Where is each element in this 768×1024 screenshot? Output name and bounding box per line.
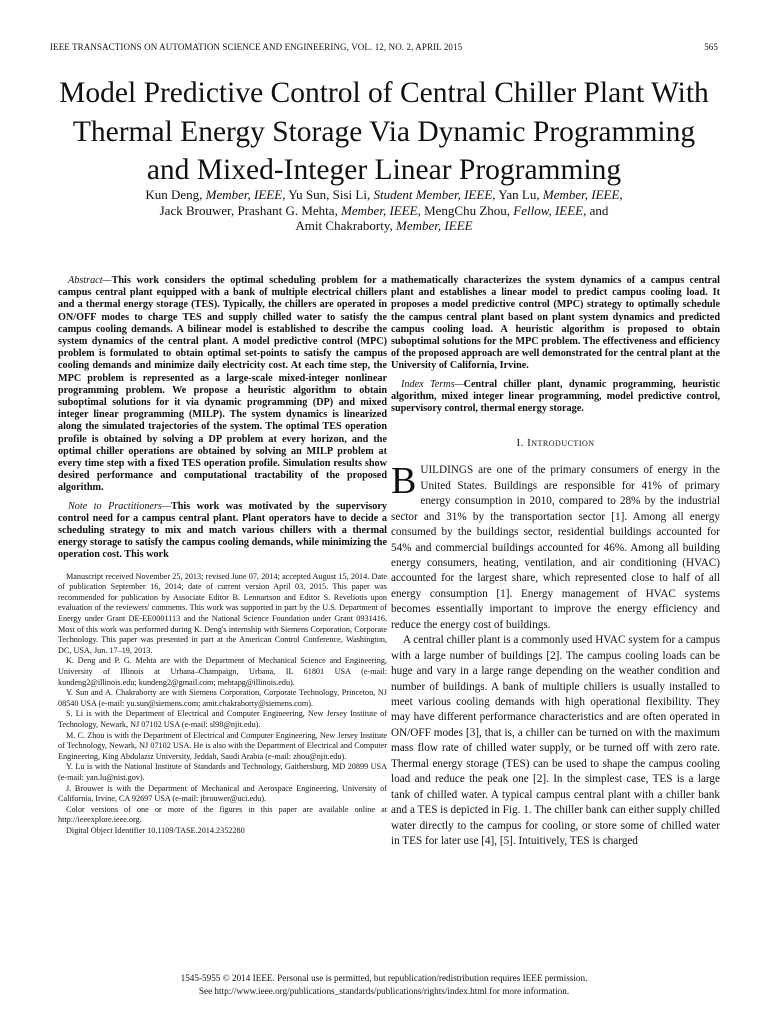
- author-affiliation: Member, IEEE: [341, 202, 418, 218]
- author-affiliation: Member, IEEE: [396, 218, 473, 234]
- author-name: Yu Sun: [288, 187, 327, 202]
- footnote: K. Deng and P. G. Mehta are with the Department of Mechanical Science and Engineering, University of Illinois at Urbana–Champaign, Urbana, IL 61801 USA (e-mail: kundeng2@illinois.edu; kundeng2@gmail.com; mehtapg@illinois.edu).: [58, 656, 387, 687]
- abstract-lead: Abstract—: [68, 275, 112, 286]
- abstract-text: This work considers the optimal scheduling problem for a campus central plant equipped with a bank of multiple electrical chillers and a thermal energy storage (TES). Typically, the chillers are operated in ON/OFF modes to charge TES and supply chilled water to satisfy the campus cooling demands. A bilinear model is established to describe the system dynamics of the central plant. A model predictive control (MPC) problem is formulated to obtain optimal set-points to satisfy the campus cooling demands and minimize daily electricity cost. At each time step, the MPC problem is represented as a large-scale mixed-integer nonlinear programming problem. We propose a heuristic algorithm to obtain suboptimal solutions for it via dynamic programming (DP) and mixed integer linear programming (MILP). The system dynamics is linearized along the simulated trajectories of the system. The optimal TES operation profile is obtained by solving a DP problem at every horizon, and the optimal chiller operations are obtained by solving an MILP problem at every time step with a fixed TES operation profile. Simulation results show desired performance and computational tractability of the proposed algorithm.: [58, 275, 387, 494]
- title-line-3: and Mixed-Integer Linear Programming: [146, 154, 622, 186]
- author-affiliation: Member, IEEE: [205, 187, 283, 202]
- note-text: This work was motivated by the supervisory control need for a campus central plant. Plant operators have to decide a scheduling strategy to mix and match various chillers with a thermal energy storage to satisfy the campus cooling demands, while minimizing the operation cost. This work: [58, 500, 387, 561]
- footnote: Y. Sun and A. Chakraborty are with Siemens Corporation, Corporate Technology, Princeton, NJ 08540 USA (e-mail: yu.sun@siemens.com; amit.chakraborty@siemens.com).: [58, 688, 387, 708]
- copyright-footer: [50, 972, 718, 997]
- footnote: J. Brouwer is with the Department of Mechanical and Aerospace Engineering, University of California, Irvine, CA 92697 USA (e-mail: jbrouwer@uci.edu).: [58, 783, 387, 804]
- footnote: Manuscript received November 25, 2013; revised June 07, 2014; accepted August 15, 2014. Date of publication September 16, 2014; date of current version April 03, 2015. This paper was recommended for publication by Associate Editor B. Lennartson and Editor S. Reveliotis upon evaluation of the reviewers' comments. This work was supported in part by the U.S. Department of Energy under Grant DE-EE0001113 and the National Science Foundation under Grant 0931416. Most of this work was performed during K. Deng's internship with Siemens Corporation, Corporate Technology. This paper was presented in part at the American Control Conference, Washington, DC, USA, Jun. 17–19, 2013.: [58, 571, 387, 655]
- page-number: 565: [704, 42, 718, 52]
- drop-cap: B: [391, 460, 417, 503]
- author-conjunction: and: [589, 202, 609, 218]
- footnote: Color versions of one or more of the figures in this paper are available online at http://ieeexplore.ieee.org.: [58, 804, 387, 825]
- note-lead: Note to Practitioners—: [68, 500, 171, 512]
- author-name: Yan Lu: [498, 187, 537, 202]
- paper-title: [30, 74, 738, 190]
- title-line-2: Thermal Energy Storage Via Dynamic Programming: [72, 115, 696, 148]
- author-name: Amit Chakraborty: [295, 218, 390, 234]
- footnotes: [58, 572, 387, 837]
- note-to-practitioners: [58, 501, 387, 562]
- author-name: Jack Brouwer: [159, 202, 231, 218]
- author-name: MengChu Zhou: [424, 202, 507, 218]
- permissions-link[interactable]: See http://www.ieee.org/publications_standards/publications/rights/index.html for more information.: [198, 985, 570, 996]
- section-heading: I. Introduction: [516, 437, 595, 450]
- author-name: Sisi Li: [332, 187, 367, 202]
- note-continued: mathematically characterizes the system dynamics of a campus central plant and establishes a linear model to predict campus cooling load. It proposes a model predictive control (MPC) strategy to optimally schedule the campus central plant based on plant system dynamics and predicted campus cooling load. A heuristic algorithm is proposed to obtain suboptimal solutions for the MPC problem. The effectiveness and efficiency of the proposed approach are well demonstrated for the central plant at the University of California, Irvine.: [391, 275, 720, 372]
- footnote: S. Li is with the Department of Electrical and Computer Engineering, New Jersey Institute of Technology, Newark, NJ 07102 USA (e-mail: sl98@njit.edu).: [58, 709, 387, 729]
- author-affiliation: Student Member, IEEE: [373, 187, 493, 202]
- index-terms: [391, 379, 720, 416]
- running-head: [50, 42, 718, 56]
- journal-name: IEEE TRANSACTIONS ON AUTOMATION SCIENCE AND ENGINEERING, VOL. 12, NO. 2, APRIL 2015: [50, 42, 463, 52]
- intro-paragraph-2: A central chiller plant is a commonly used HVAC system for a campus with a large number of buildings [2]. The campus cooling loads can be huge and vary in a large range depending on the weather condition and number of buildings. A bank of multiple chillers is usually installed to meet various cooling demands with high operational flexibility. They may have different performance characteristics and are often operated in ON/OFF modes [3], that is, a chiller can be turned on with the maximum mass flow rate of chilled water supply, or be turned off with zero rate. Thermal energy storage (TES) can be used to shape the campus cooling load and reduce the peak one [2]. In the simplest case, TES is a large tank of chilled water. A typical campus central plant with a chiller bank and a TES is depicted in Fig. 1. The chiller bank can either supply chilled water directly to the campus for cooling, or store some of chilled water in TES for later use [4], [5]. Intuitively, TES is charged: [391, 634, 720, 848]
- author-affiliation: Member, IEEE: [542, 187, 620, 202]
- right-column: [391, 275, 720, 850]
- left-column: [58, 275, 387, 837]
- footnote: Y. Lu is with the National Institute of Standards and Technology, Gaithersburg, MD 20899 USA (e-mail: yan.lu@nist.gov).: [58, 762, 387, 782]
- author-name: Prashant G. Mehta: [237, 202, 335, 218]
- copyright-line: 1545-5955 © 2014 IEEE. Personal use is permitted, but republication/redistribution requires IEEE permission.: [180, 973, 588, 983]
- intro-paragraph-1: [391, 460, 720, 633]
- index-terms-text: Central chiller plant, dynamic programming, heuristic algorithm, mixed integer linear programming, model predictive control, supervisory control, thermal energy storage.: [391, 378, 720, 415]
- doi-footnote: Digital Object Identifier 10.1109/TASE.2014.2352280: [66, 825, 245, 835]
- footnote: M. C. Zhou is with the Department of Electrical and Computer Engineering, New Jersey Institute of Technology, Newark, NJ 07102 USA. He is also with the Department of Electrical and Computer Engineering, King Abdulaziz University, Jeddah, Saudi Arabia (e-mail: zhou@njit.edu).: [58, 730, 387, 761]
- intro-paragraph-1-text: UILDINGS are one of the primary consumers of energy in the United States. Buildings are responsible for 41% of primary energy consumption in 2010, compared to 28% by the industrial sector and 31% by the transportation sector [1]. Among all energy consumed by the buildings sector, residential buildings accounted for 54% and commercial buildings accounted for 46%. Among all building energy consumers, heating, ventilation, and air conditioning (HVAC) accounted for the largest share, which represented close to half of all energy consumption [1]. Energy management of HVAC systems becomes essentially important to improve the energy efficiency and reduce the energy cost of buildings.: [391, 464, 720, 631]
- author-list: Kun Deng, Member, IEEE, Yu Sun, Sisi Li, Student Member, IEEE, Yan Lu, Member, IEEE, Jack Brouwer, Prashant G. Mehta, Member, IEEE, MengChu Zhou, Fellow, IEEE, and Amit Chakraborty, Member, IEEE: [145, 187, 623, 234]
- title-line-1: Model Predictive Control of Central Chiller Plant With: [59, 77, 709, 109]
- author-affiliation: Fellow, IEEE: [513, 202, 584, 218]
- author-name: Kun Deng: [145, 187, 200, 202]
- abstract: [58, 275, 387, 495]
- index-terms-lead: Index Terms—: [401, 378, 464, 390]
